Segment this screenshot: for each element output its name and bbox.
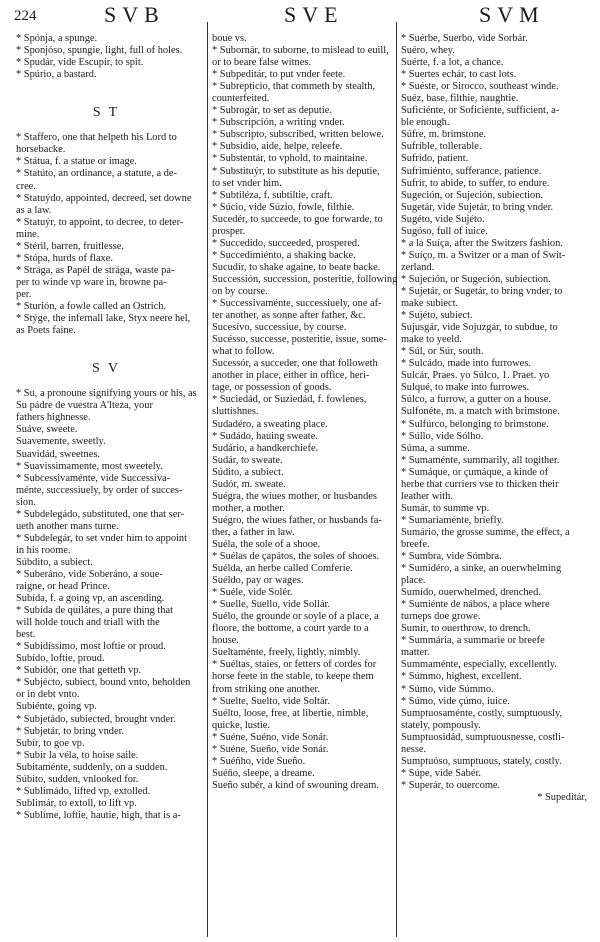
entry-line: * Sumáque, or çumáque, a kinde of — [401, 466, 549, 478]
entry-line: * Subsidio, aide, helpe, releefe. — [212, 141, 343, 153]
page-number: 224 — [14, 8, 37, 24]
entry-line: Sublimár, to extoll, to lift vp. — [16, 797, 137, 809]
entry-line: * Subscripción, a writing vnder. — [212, 117, 345, 129]
entry-line: * Sumiénte de nábos, a place where — [401, 599, 550, 611]
entry-line: cree. — [16, 180, 36, 192]
entry-line: Sucesívo, successiue, by course. — [212, 322, 347, 334]
entry-line: * Sturión, a fowle called an Ostrich. — [16, 300, 167, 312]
entry-line: Sucésso, successe, posteritie, issue, some- — [212, 334, 387, 346]
entry-line: * Statúto, an ordinance, a statute, a de- — [16, 168, 177, 180]
entry-line: * Suavissimamente, most sweetely. — [16, 460, 163, 472]
entry-line: Sumptuosidád, sumptuousnesse, costli- — [401, 731, 565, 743]
entry-line: turneps doe growe. — [401, 611, 481, 623]
entry-line: * Subcessivaménte, vide Successiva- — [16, 472, 171, 484]
entry-line: as Poets faine. — [16, 325, 76, 337]
entry-line: * Suertes echár, to cast lots. — [401, 69, 517, 81]
entry-line — [16, 120, 202, 132]
entry-line: Suficiénte, or Soficiénte, sufficient, a- — [401, 105, 560, 117]
entry-line: mother, a mother. — [212, 502, 285, 514]
entry-line: * Subscripto, subscribed, written belowe. — [212, 129, 384, 141]
entry-line: * Sumidéro, a sinke, an ouerwhelming — [401, 563, 562, 575]
entry-line: Súma, a summe. — [401, 442, 470, 454]
entry-line: * Suelle, Suello, vide Sollár. — [212, 599, 331, 611]
entry-line: * Suéltas, staies, or fetters of cordes for — [212, 659, 377, 671]
entry-line: * Statuýdo, appointed, decreed, set downe — [16, 192, 192, 204]
entry-line: Sumptuóso, sumptuous, stately, costly. — [401, 755, 562, 767]
running-head-center: SVE — [284, 2, 344, 27]
entry-line: * Subjécto, subiect, bound vnto, beholden — [16, 677, 191, 689]
entry-line: * Státua, f. a statue or image. — [16, 156, 137, 168]
entry-line: Subiénte, going vp. — [16, 701, 97, 713]
section-heading: SV — [92, 361, 126, 377]
entry-line: Súdito, a subiect. — [212, 466, 284, 478]
entry-line: * Subtiléza, f. subtiltie, craft. — [212, 189, 333, 201]
entry-line: * Sujéto, subiect. — [401, 310, 473, 322]
entry-line: * Sulfúrco, belonging to brimstone. — [401, 418, 549, 430]
entry-line: Sugetár, vide Sujetár, to bring vnder. — [401, 201, 554, 213]
entry-line: Sumptuosaménte, costly, sumptuously, — [401, 707, 563, 719]
entry-line: * Sponjóso, spungie, light, full of holes. — [16, 45, 183, 57]
entry-line: ménte, successiuely, by order of succes- — [16, 484, 183, 496]
entry-line — [16, 376, 202, 388]
entry-line: fathers highnesse. — [16, 412, 91, 424]
entry-line: Suavemente, sweetly. — [16, 436, 106, 448]
entry-line: Suérte, f. a lot, a chance. — [401, 57, 504, 69]
entry-line: * Súcio, vide Súzio, fowle, filthie. — [212, 201, 355, 213]
entry-line: ther, a father in law. — [212, 526, 295, 538]
entry-line: Sueltaménte, freely, lightly, nimbly. — [212, 647, 361, 659]
entry-line: Suégra, the wiues mother, or husbandes — [212, 490, 377, 502]
entry-line: from striking one another. — [212, 683, 320, 695]
entry-line: sluttishnes. — [212, 406, 259, 418]
running-head-left: SVB — [104, 2, 165, 27]
entry-line: * Subjetár, to bring vnder. — [16, 725, 125, 737]
entry-line: Sujusgár, vide Sojuzgár, to subdue, to — [401, 322, 558, 334]
entry-line: * Súmmo, highest, excellent. — [401, 671, 522, 683]
entry-line: * Suéne, Suéno, vide Sonár. — [212, 731, 329, 743]
entry-line: Sufrído, patient. — [401, 153, 469, 165]
entry-line: matter. — [401, 647, 430, 659]
entry-line: Sufrimiénto, sufferance, patience. — [401, 165, 542, 177]
entry-line: will holde touch and triall with the — [16, 617, 160, 629]
entry-line: house. — [212, 635, 239, 647]
entry-line: Sumído, ouerwhelmed, drenched. — [401, 587, 541, 599]
entry-line: Sudário, a handkerchiefe. — [212, 442, 319, 454]
entry-line: Suégro, the wiues father, or husbands fa- — [212, 514, 382, 526]
entry-line: * Substituýr, to substitute as his deputie, — [212, 165, 380, 177]
entry-line: breefe. — [401, 538, 430, 550]
entry-line: * Sublíme, loftie, hautie, high, that is a- — [16, 809, 181, 821]
column-right — [401, 33, 587, 938]
entry-line: Sulfonéte, m. a match with brimstone. — [401, 406, 560, 418]
entry-line — [16, 337, 202, 349]
entry-line: * Subpeditár, to put vnder feete. — [212, 69, 346, 81]
entry-line: Sugéto, vide Sujéto. — [401, 213, 485, 225]
entry-line — [16, 349, 202, 361]
entry-line: * Subidíssimo, most loftie or proud. — [16, 641, 166, 653]
entry-line: * Superár, to ouercome. — [401, 779, 501, 791]
entry-line: * Subída de quilátes, a pure thing that — [16, 605, 173, 617]
entry-line: Suélto, loose, free, at libertie, nimble, — [212, 707, 369, 719]
entry-line: Súbdito, a subiect. — [16, 556, 93, 568]
entry-line: * Suélas de çapátos, the soles of shooes. — [212, 551, 380, 563]
entry-line: * Subír la véla, to hoise saile. — [16, 749, 139, 761]
entry-line: what to follow. — [212, 346, 275, 358]
entry-line: * Sudádo, hauing sweate. — [212, 430, 318, 442]
entry-line: * Suéñho, vide Sueño. — [212, 755, 306, 767]
entry-line: * Stópa, hurds of flaxe. — [16, 252, 113, 264]
entry-line: or in debt vnto. — [16, 689, 80, 701]
entry-line: * Supeditár, — [537, 791, 587, 803]
entry-line: ueth another mans turne. — [16, 520, 119, 532]
running-head-right: SVM — [479, 2, 545, 27]
entry-line: Sugóso, full of iuice. — [401, 225, 488, 237]
entry-line: Sudár, to sweate. — [212, 454, 283, 466]
entry-line: * Suéste, or Sirocco, southeast winde. — [401, 81, 559, 93]
entry-line: zerland. — [401, 261, 435, 273]
entry-line: * Spudár, vide Escupír, to spit. — [16, 57, 144, 69]
entry-line: Subída, f. a going vp, an ascending. — [16, 593, 165, 605]
entry-line: per to winde vp ware in, browne pa- — [16, 276, 167, 288]
entry-line — [16, 93, 202, 105]
entry-line: * Successivaménte, successiuely, one af- — [212, 298, 382, 310]
entry-line: * Su, a pronoune signifying yours or his, as — [16, 388, 197, 400]
entry-line: * Succedido, succeeded, prospered. — [212, 237, 360, 249]
entry-line: or to beare false witnes. — [212, 57, 311, 69]
entry-line: * Strága, as Papél de strága, waste pa- — [16, 264, 175, 276]
entry-line: Sulcár, Praes. yo Súlco, 1. Praet. yo — [401, 370, 550, 382]
entry-line: * Subdelegár, to set vnder him to appoint — [16, 532, 187, 544]
entry-line: * a la Suíça, after the Switzers fashion. — [401, 237, 563, 249]
entry-line: * Sulcádo, made into furrowes. — [401, 358, 531, 370]
entry-line: Suéño, sleepe, a dreame. — [212, 767, 315, 779]
entry-line: Subír, to goe vp. — [16, 737, 85, 749]
page-header — [14, 2, 588, 32]
entry-line: Sucessór, a succeder, one that followeth — [212, 358, 378, 370]
entry-line: another in place, either in office, heri- — [212, 370, 370, 382]
entry-line: sion. — [16, 496, 36, 508]
entry-line — [16, 81, 202, 93]
entry-line: * Subjetádo, subiected, brought vnder. — [16, 713, 176, 725]
column-left — [16, 33, 202, 938]
entry-line: * Staffero, one that helpeth his Lord to — [16, 132, 177, 144]
entry-line: Subitaménte, suddenly, on a sudden. — [16, 761, 168, 773]
entry-line: * Suéne, Sueño, vide Sonár. — [212, 743, 329, 755]
entry-line: Subído, loftie, proud. — [16, 653, 105, 665]
entry-line: Sueño subér, a kind of swouning dream. — [212, 779, 379, 791]
entry-line: Suéldo, pay or wages. — [212, 575, 304, 587]
entry-line: Sudadéro, a sweating place. — [212, 418, 328, 430]
entry-line: Su pádre de vuestra A'lteza, your — [16, 400, 153, 412]
entry-line: place. — [401, 575, 426, 587]
entry-line: nesse. — [401, 743, 427, 755]
entry-line: * Substentár, to vphold, to maintaine. — [212, 153, 368, 165]
entry-line: Sugeción, or Sujeción, subiection. — [401, 189, 543, 201]
entry-line: * Statuýr, to appoint, to decree, to deter- — [16, 216, 184, 228]
entry-line: * Sumbra, vide Sómbra. — [401, 551, 502, 563]
entry-line: * Spúrio, a bastard. — [16, 69, 97, 81]
entry-line: * Suérbe, Suerbo, vide Sorbár. — [401, 33, 528, 44]
entry-line: ter another, as sonne after father, &c. — [212, 310, 366, 322]
column-middle — [212, 33, 398, 938]
entry-line: Sufrible, tollerable. — [401, 141, 482, 153]
entry-line: leather with. — [401, 490, 453, 502]
entry-line: herbe that curriers vse to thicken their — [401, 478, 559, 490]
entry-line: * Suberáno, vide Soberáno, a souе- — [16, 568, 163, 580]
entry-line: on by course. — [212, 285, 268, 297]
entry-line: * Suéle, vide Solér. — [212, 587, 293, 599]
column-rule — [207, 22, 208, 937]
entry-line: * Súpe, vide Sabér. — [401, 767, 481, 779]
entry-line: mine. — [16, 228, 40, 240]
entry-line: as a law. — [16, 204, 52, 216]
entry-line: * Subidór, one that getteth vp. — [16, 665, 142, 677]
entry-line: * Subdelegádo, substituted, one that ser- — [16, 508, 185, 520]
entry-line: * Stéril, barren, fruitlesse. — [16, 240, 124, 252]
entry-line: * Spónja, a spunge. — [16, 33, 98, 44]
entry-line: floore, the bottome, a court yarde to a — [212, 623, 369, 635]
entry-line: stately, pompously. — [401, 719, 481, 731]
entry-line: horsebacke. — [16, 144, 66, 156]
entry-line: Suavidád, sweetnes. — [16, 448, 100, 460]
entry-line: * Sublimádo, lifted vp, extolled. — [16, 785, 151, 797]
entry-line: to set vnder him. — [212, 177, 282, 189]
entry-line: * Succedimiénto, a shaking backe. — [212, 249, 356, 261]
entry-line: Súfre, m. brimstone. — [401, 129, 487, 141]
entry-line: Successión, succession, posteritie, following — [212, 273, 398, 285]
entry-line: per. — [16, 288, 32, 300]
entry-line: * Súl, or Súr, south. — [401, 346, 484, 358]
entry-line: * Stýge, the infernall lake, Styx neere hel, — [16, 313, 191, 325]
entry-line: in his roome. — [16, 544, 71, 556]
entry-line: prosper. — [212, 225, 246, 237]
entry-line: Suáve, sweete. — [16, 424, 78, 436]
entry-line: * Sujetár, or Sugetár, to bring vnder, to — [401, 285, 563, 297]
entry-line: * Sumariaménte, briefly. — [401, 514, 504, 526]
entry-line: best. — [16, 629, 36, 641]
entry-line: Suéz, base, filthie, naughtie. — [401, 93, 519, 105]
entry-line: ble enough. — [401, 117, 450, 129]
entry-line: tage, or possession of goods. — [212, 382, 332, 394]
entry-line: Suéro, whey. — [401, 45, 455, 57]
entry-line: quicke, lustie. — [212, 719, 271, 731]
entry-line: Sumário, the grosse summe, the effect, a — [401, 526, 570, 538]
entry-line: Sumír, to ouerthrow, to drench. — [401, 623, 531, 635]
entry-line: * Súllo, vide Sólho. — [401, 430, 484, 442]
entry-line: Summaménte, especially, excellently. — [401, 659, 557, 671]
entry-line: * Subornár, to suborne, to mislead to euill, — [212, 45, 389, 57]
entry-line: * Subrogár, to set as deputie. — [212, 105, 332, 117]
entry-line: horse feete in the stable, to keepe them — [212, 671, 374, 683]
entry-line: Sudór, m. sweate. — [212, 478, 286, 490]
entry-line: * Subrepticio, that commeth by stealth, — [212, 81, 376, 93]
entry-line: Sumár, to summe vp. — [401, 502, 490, 514]
entry-line: Sucudír, to shake againe, to beate backe. — [212, 261, 381, 273]
entry-line: make to yeeld. — [401, 334, 462, 346]
entry-line: Suélda, an herbe called Comferie. — [212, 563, 353, 575]
entry-line: Sufrír, to abide, to suffer, to endure. — [401, 177, 550, 189]
entry-line: make subiect. — [401, 298, 459, 310]
entry-line: * Súmo, vide çúmo, iuice. — [401, 695, 510, 707]
entry-line: Sulqué, to make into furrowes. — [401, 382, 530, 394]
entry-line: Súbito, sudden, vnlooked for. — [16, 773, 139, 785]
entry-line: Sucedér, to succeede, to goe forwarde, to — [212, 213, 383, 225]
entry-line: Suéla, the sole of a shooe. — [212, 538, 321, 550]
entry-line: * Suíço, m. a Switzer or a man of Swit- — [401, 249, 566, 261]
section-heading: ST — [92, 105, 126, 121]
entry-line: raigne, or head Prince. — [16, 581, 110, 593]
entry-line: Súlco, a furrow, a gutter on a house. — [401, 394, 551, 406]
entry-line: boue vs. — [212, 33, 247, 44]
entry-line: * Sumaménte, summarily, all togither. — [401, 454, 560, 466]
entry-line: Suélo, the grounde or soyle of a place, a — [212, 611, 379, 623]
entry-line: * Summária, a summarie or breefe — [401, 635, 545, 647]
entry-line: * Suciedád, or Suziedád, f. fowlenes, — [212, 394, 367, 406]
entry-line: * Súmo, vide Súmmo. — [401, 683, 494, 695]
entry-line: counterfeited. — [212, 93, 270, 105]
entry-line: * Suelte, Suelto, vide Soltár. — [212, 695, 331, 707]
entry-line: * Sujeción, or Sugeción, subiection. — [401, 273, 551, 285]
